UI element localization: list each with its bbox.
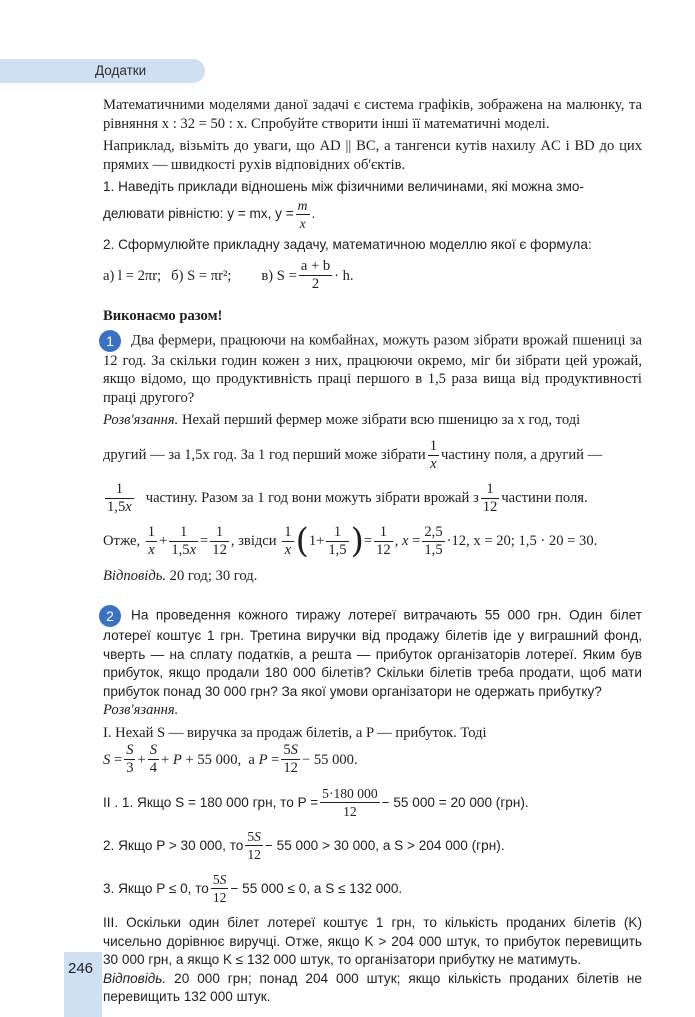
question-2-formulas: а) l = 2πr; б) S = πr²; в) S = $\frac{a + b}{2}$ · h. [103,258,354,292]
question-1: 1. Наведіть приклади відношень між фізичними величинами, які можна змо- [103,179,584,194]
task-2-answer: Відповідь. 20 000 грн; понад 204 000 штук; якщо кількість проданих білетів не перевищить 132 000 штук. [103,970,642,1004]
task-2-step-2-3: 3. Якщо P ≤ 0, то $\frac{5S}{12}$ − 55 000 ≤ 0, а S ≤ 132 000. [103,872,403,905]
task-2-step-3: III. Оскільки один білет лотереї коштує 1 грн, то кількість проданих білетів (K) чисельно дорівнює виручці. Отже, якщо K > 204 000 штук, то прибуток перевищить 30 000 грн, а якщо K ≤ 132 000 штук, то організатори прибутку не матимуть. [103,915,642,967]
section-tab [0,59,205,83]
task-1-solution-1: Розв'язання. Нехай перший фермер може зібрати всю пшеницю за x год, тоді [103,412,581,428]
task-2-step-2-1: II . 1. Якщо S = 180 000 грн, то P = $\frac{5\cdot 180 000}{12}$ − 55 000 = 20 000 (грн). [103,786,529,819]
task-2-step-1: I. Нехай S — виручка за продаж білетів, а P — прибуток. Тоді [103,724,487,741]
question-1-formula: делювати рівністю: y = mx, y = $\frac{m}{x}$ . [103,197,316,231]
task-2-solution-label: Розв'язання. [103,702,179,718]
fraction-a-b-2: $\frac{a + b}{2}$ [300,258,331,292]
page-number-tab [64,952,102,1017]
together-heading: Виконаємо разом! [103,308,223,324]
page-number: 246 [68,960,94,977]
paragraph-1: Математичними моделями даної задачі є система графіків, зображена на малюнку, та рівняння x : 32 = 50 : x. Спробуйте створити інші її математичні моделі. [103,97,642,132]
fraction-1-1-5x: $\frac{1}{1,5x}$ [107,480,132,515]
question-2: 2. Сформулюйте прикладну задачу, математичною моделлю якої є формула: [103,236,592,252]
fraction-1-12: $\frac{1}{12}$ [482,480,498,515]
fraction-m-x: $\frac{m}{x}$ [297,197,308,231]
fraction-1-x: $\frac{1}{x}$ [429,437,437,472]
task-2-step-2-2: 2. Якщо P > 30 000, то $\frac{5S}{12}$ − 55 000 > 30 000, а S > 204 000 (грн). [103,829,505,862]
page-content [103,96,642,1007]
section-title: Додатки [95,63,147,78]
task-1-solution-2: другий — за 1,5x год. За 1 год перший може зібрати $\frac{1}{x}$ частину поля, а другий — [103,437,603,472]
paragraph-2: Наприклад, візьміть до уваги, що AD || BC, а тангенси кутів нахилу AC і BD до цих прямих — швидкості рухів відповідних об'єктів. [103,138,642,173]
task-1-badge: 1 [99,330,121,352]
task-2-formula-1: S = $\frac{S}{3}$ + $\frac{S}{4}$ + P + 55 000, а P = $\frac{5S}{12}$ − 55 000. [103,742,358,776]
task-1-equation: Отже, $\frac{1}{x}$ + $\frac{1}{1,5x}$ = $\frac{1}{12}$ , звідси $\frac{1}{x}$ ( 1+ $\frac{1}{1,5}$ ) = $\frac{1}{12}$ , x = $\frac{2,5}{1,5}$ ·12, x = 20; 1,5 · 20 = 30. [103,521,598,561]
task-2-text: 2 На проведення кожного тиражу лотереї витрачають 55 000 грн. Один білет лотереї коштує 1 грн. Третина виручки від продажу білетів іде у виграшний фонд, чверть — на сплату податків, а решта — прибуток організаторів лотереї. Яким був прибуток, якщо продали 180 000 білетів? Скільки білетів треба продати, щоб мати прибуток понад 30 000 грн? За якої умови організатори не одержать прибутку? [103,605,642,701]
task-2-badge: 2 [99,605,121,627]
task-1-text: 1 Два фермери, працюючи на комбайнах, можуть разом зібрати врожай пшениці за 12 год. За скільки годин кожен з них, працюючи окремо, міг би зібрати цей урожай, якщо відомо, що продуктивність праці першого в 1,5 раза вища від продуктивності праці другого? [103,330,642,408]
task-1-solution-3: $\frac{1}{1,5x}$ частину. Разом за 1 год вони можуть зібрати врожай з $\frac{1}{12}$ частини поля. [107,480,588,515]
task-1-answer: Відповідь. 20 год; 30 год. [103,567,258,584]
